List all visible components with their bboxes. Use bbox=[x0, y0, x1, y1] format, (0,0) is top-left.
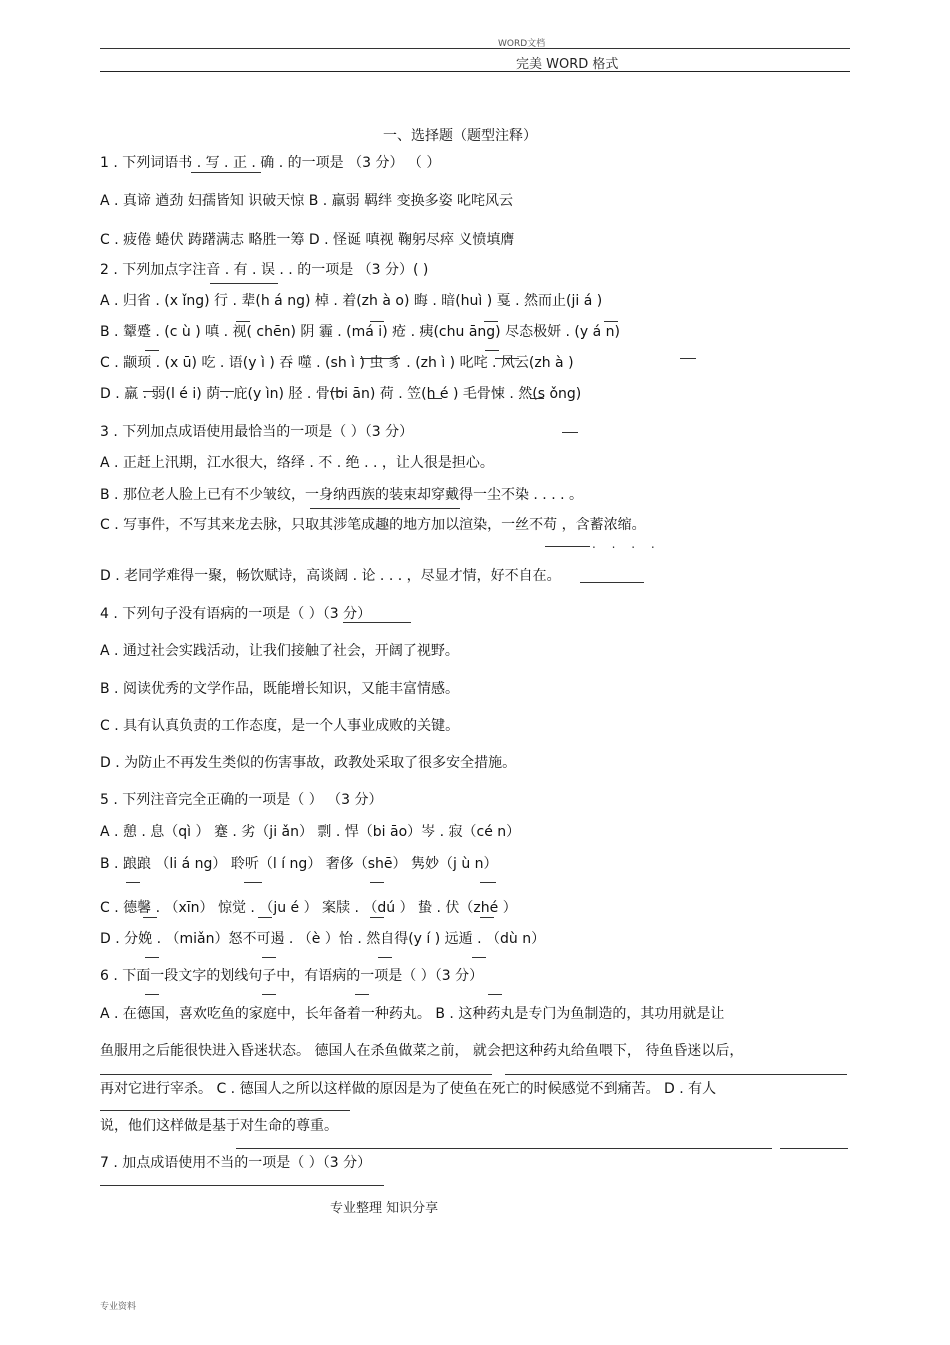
question-5-option-a: A . 憩 . 息（qì ） 蹇 . 劣（ji ǎn） 剽 . 悍（bi āo）岑 . 寂（cé n） bbox=[100, 824, 521, 840]
question-5-option-c: C . 德馨 . （xīn） 惊觉 . （ju é ） 案牍 . （dú ） 蛰 . 伏（zhé ） bbox=[100, 900, 517, 916]
question-5-option-d: D . 分娩 . （miǎn）怒不可遏 . （è ）怡 . 然自得(y í ) 远遁 . （dù n） bbox=[100, 931, 546, 947]
question-3-option-d: D . 老同学难得一聚，畅饮赋诗，高谈阔 . 论 . . . ，尽显才情，好不自在。 bbox=[100, 568, 561, 584]
question-2-option-c: C . 颛顼 . (x ū) 吃 . 语(y ì ) 吞 噬 . (sh ì ) 虫 豸 . (zh ì ) 叱咤 . 风云(zh à ) bbox=[100, 355, 574, 371]
question-3-stem: 3 . 下列加点成语使用最恰当的一项是（ ）（3 分） bbox=[100, 424, 414, 440]
question-3-option-c: C . 写事件，不写其来龙去脉，只取其涉笔成趣的地方加以渲染，一丝不苟 ，含蓄浓缩。 bbox=[100, 517, 646, 533]
q2a-mark-1 bbox=[236, 321, 250, 322]
header-title: 完美 WORD 格式 bbox=[516, 57, 619, 72]
q2d-mark-5 bbox=[530, 398, 544, 399]
q6-mark-3 bbox=[355, 994, 369, 995]
q2c-mark-3 bbox=[680, 358, 696, 359]
question-4-stem: 4 . 下列句子没有语病的一项是（ ）（3 分） bbox=[100, 606, 372, 622]
question-4-option-b: B . 阅读优秀的文学作品，既能增长知识，又能丰富情感。 bbox=[100, 681, 459, 697]
question-7-stem: 7 . 加点成语使用不当的一项是（ ）（3 分） bbox=[100, 1155, 372, 1171]
question-2-stem: 2 . 下列加点字注音 . 有 . 误 . . 的一项是 （3 分）( ) bbox=[100, 262, 429, 278]
question-4-option-d: D . 为防止不再发生类似的伤害事故，政教处采取了很多安全措施。 bbox=[100, 755, 517, 771]
q5b-mark-4 bbox=[480, 882, 496, 883]
q5b-mark-2 bbox=[244, 882, 262, 883]
q3c-underline bbox=[545, 546, 590, 547]
header-small-label: WORD文档 bbox=[498, 39, 546, 49]
q6-mark-1 bbox=[145, 994, 159, 995]
section-title: 一、选择题（题型注释） bbox=[383, 128, 537, 144]
q2c-mark-1 bbox=[360, 358, 400, 359]
question-6-stem: 6 . 下面一段文字的划线句子中，有语病的一项是（ ）（3 分） bbox=[100, 968, 484, 984]
q6-underline-2 bbox=[505, 1074, 847, 1075]
question-1-option-ab: A . 真谛 遒劲 妇孺皆知 识破天惊 B . 羸弱 羁绊 变换多姿 叱咤风云 bbox=[100, 193, 514, 209]
q4-underline bbox=[343, 622, 411, 623]
q6-underline-3 bbox=[100, 1110, 350, 1111]
question-5-stem: 5 . 下列注音完全正确的一项是（ ） （3 分） bbox=[100, 792, 383, 808]
q2-underline bbox=[210, 283, 278, 284]
q3d-underline bbox=[580, 582, 644, 583]
question-2-option-b: B . 颦蹙 . (c ù ) 嗔 . 视( chēn) 阴 霾 . (má i) 疮 . 痍(chu āng) 尽态极妍 . (y á n) bbox=[100, 324, 620, 340]
q1-underline bbox=[191, 172, 261, 173]
q5c-mark-1 bbox=[143, 917, 157, 918]
q5c-mark-2 bbox=[258, 917, 272, 918]
q5b-mark-3 bbox=[370, 882, 384, 883]
q6-mark-4 bbox=[488, 994, 502, 995]
q5d-mark-4 bbox=[472, 957, 486, 958]
question-6-option-ab: A . 在德国，喜欢吃鱼的家庭中，长年备着一种药丸。 B . 这种药丸是专门为鱼制造的，其功用就是让 bbox=[100, 1006, 725, 1022]
q7-underline bbox=[100, 1185, 384, 1186]
question-1-option-cd: C . 疲倦 蜷伏 踌躇满志 略胜一筹 D . 怪诞 嗔视 鞠躬尽瘁 义愤填膺 bbox=[100, 232, 515, 248]
question-6-passage-line-3: 再对它进行宰杀。 C . 德国人之所以这样做的原因是为了使鱼在死亡的时候感觉不到痛苦。 D . 有人 bbox=[100, 1081, 717, 1097]
q2a-mark-4 bbox=[604, 321, 618, 322]
q5d-mark-1 bbox=[145, 957, 159, 958]
q2a-mark-2 bbox=[370, 321, 384, 322]
header-bottom-rule bbox=[100, 71, 850, 72]
q5d-mark-2 bbox=[262, 957, 276, 958]
q6-underline-1 bbox=[100, 1074, 492, 1075]
q2d-mark-4 bbox=[428, 398, 442, 399]
question-1-stem: 1 . 下列词语书 . 写 . 正 . 确 . 的一项是 （3 分） （ ） bbox=[100, 155, 441, 171]
q5c-mark-3 bbox=[370, 917, 384, 918]
q2b-mark-1 bbox=[145, 350, 159, 351]
footer-center-label: 专业整理 知识分享 bbox=[330, 1201, 439, 1216]
question-2-option-d: D . 羸 . 弱(l é i) 荫 . 庇(y ìn) 胫 . 骨(bi ān) 荷 . 笠(h é ) 毛骨悚 . 然(s ǒng) bbox=[100, 386, 582, 402]
q5c-mark-4 bbox=[480, 917, 494, 918]
question-6-passage-line-2: 鱼服用之后能很快进入昏迷状态。 德国人在杀鱼做菜之前， 就会把这种药丸给鱼喂下， 待鱼昏迷以后， bbox=[100, 1043, 744, 1059]
q6-mark-2 bbox=[262, 994, 276, 995]
q2b-mark-2 bbox=[485, 350, 499, 351]
q2d-mark-2 bbox=[220, 391, 234, 392]
q2d-mark-3 bbox=[330, 391, 344, 392]
question-4-option-a: A . 通过社会实践活动，让我们接触了社会，开阔了视野。 bbox=[100, 643, 459, 659]
q3-mark bbox=[562, 432, 578, 433]
question-2-option-a: A . 归省 . (x ǐng) 行 . 辈(h á ng) 棹 . 着(zh à o) 晦 . 暗(huì ) 戛 . 然而止(ji á ) bbox=[100, 293, 603, 309]
question-4-option-c: C . 具有认真负责的工作态度，是一个人事业成败的关键。 bbox=[100, 718, 460, 734]
q2c-mark-2 bbox=[495, 358, 519, 359]
question-3-option-b: B . 那位老人脸上已有不少皱纹，一身纳西族的装束却穿戴得一尘不染 . . . . 。 bbox=[100, 487, 584, 503]
q6-underline-5 bbox=[780, 1148, 848, 1149]
q5b-mark-1 bbox=[126, 882, 140, 883]
q5d-mark-3 bbox=[378, 957, 392, 958]
question-5-option-b: B . 踉踉 （li á ng） 聆听（l í ng） 奢侈（shē） 隽妙（j ù n） bbox=[100, 856, 498, 872]
q6-underline-4 bbox=[236, 1148, 772, 1149]
footer-corner-label: 专业资料 bbox=[100, 1302, 137, 1312]
q3c-dot-marks: . . . . bbox=[592, 537, 661, 551]
question-3-option-a: A . 正赶上汛期，江水很大，络绎 . 不 . 绝 . . ，让人很是担心。 bbox=[100, 455, 494, 471]
q2a-mark-3 bbox=[484, 321, 498, 322]
question-6-passage-line-4: 说，他们这样做是基于对生命的尊重。 bbox=[100, 1118, 338, 1134]
q2d-mark-1 bbox=[143, 391, 157, 392]
q3b-underline bbox=[310, 508, 460, 509]
header-top-rule bbox=[100, 48, 850, 49]
